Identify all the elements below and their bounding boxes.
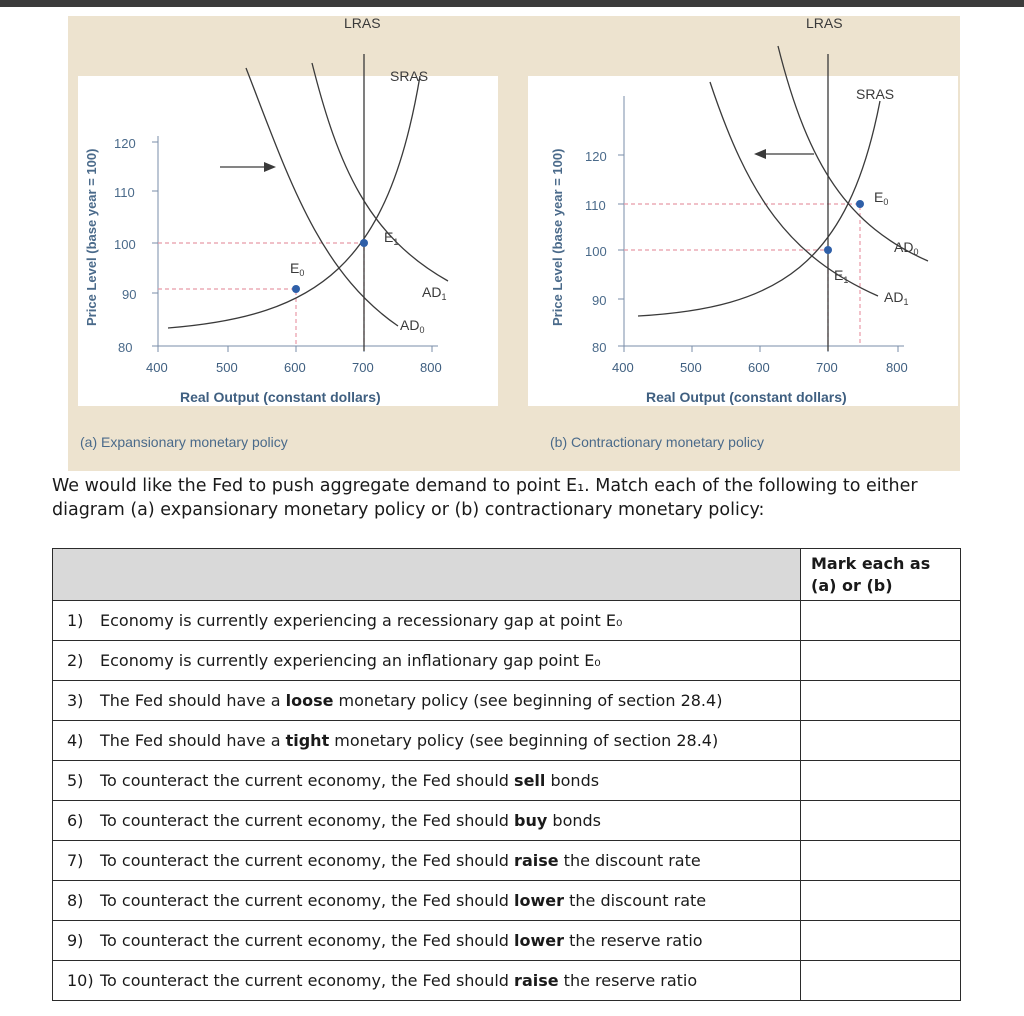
equilibrium-point-e1 <box>360 239 368 247</box>
question-prompt <box>52 474 952 522</box>
x-tick-label: 500 <box>680 360 702 375</box>
row-number: 3) <box>67 691 84 710</box>
point-label-text: E <box>874 189 884 205</box>
question-line-1: We would like the Fed to push aggregate demand to point E₁. Match each of the following to either <box>52 476 918 496</box>
y-tick-label: 90 <box>122 287 137 302</box>
point-label-subscript: 1 <box>843 275 849 285</box>
row-number: 5) <box>67 771 84 790</box>
y-tick-label: 80 <box>118 340 133 355</box>
plot-area <box>78 76 498 406</box>
statement-text: The Fed should have a <box>100 691 286 710</box>
equilibrium-point-e1 <box>824 246 832 254</box>
answer-cell[interactable] <box>801 921 961 961</box>
ad-lower-subscript: 0 <box>419 325 425 335</box>
statement-cell <box>53 681 801 721</box>
row-number: 7) <box>67 851 84 870</box>
x-tick-label: 600 <box>284 360 306 375</box>
answer-cell[interactable] <box>801 961 961 1001</box>
statement-text: To counteract the current economy, the Fed should <box>100 771 515 790</box>
statement-text: To counteract the current economy, the Fed should <box>100 971 515 990</box>
statement-cell <box>53 961 801 1001</box>
lras-label: LRAS <box>344 16 381 31</box>
ad-upper-text: AD <box>894 239 914 255</box>
x-axis-label: Real Output (constant dollars) <box>646 389 847 405</box>
statement-cell <box>53 841 801 881</box>
row-number: 8) <box>67 891 84 910</box>
point-label-subscript: 0 <box>883 197 889 207</box>
statement-cell <box>53 601 801 641</box>
panel-b-contractionary <box>528 16 968 438</box>
table-row <box>53 881 961 921</box>
mark-header-line-2: (a) or (b) <box>811 576 893 595</box>
row-number: 6) <box>67 811 84 830</box>
table-row <box>53 681 961 721</box>
point-label-text: E <box>384 229 394 245</box>
statement-text-end: monetary policy (see beginning of section 28.4) <box>329 731 719 750</box>
panel-a-expansionary <box>68 16 508 438</box>
statement-cell <box>53 761 801 801</box>
x-tick-label: 400 <box>612 360 634 375</box>
y-axis-label: Price Level (base year = 100) <box>84 148 99 326</box>
row-number: 2) <box>67 651 84 670</box>
window-top-bar <box>0 0 1024 7</box>
y-axis-label: Price Level (base year = 100) <box>550 148 565 326</box>
ad-lower-text: AD <box>884 289 904 305</box>
statement-text: Economy is currently experiencing a recessionary gap at point E₀ <box>100 611 623 630</box>
sras-label: SRAS <box>856 86 895 102</box>
mark-header-line-1: Mark each as <box>811 554 931 573</box>
table-row <box>53 601 961 641</box>
statement-keyword: raise <box>514 851 559 870</box>
table-row <box>53 721 961 761</box>
question-line-2: diagram (a) expansionary monetary policy or (b) contractionary monetary policy: <box>52 500 765 520</box>
x-tick-label: 700 <box>352 360 374 375</box>
monetary-policy-figure <box>68 16 960 471</box>
answer-cell[interactable] <box>801 801 961 841</box>
panel-b-chart <box>528 16 968 438</box>
y-tick-label: 110 <box>585 198 606 213</box>
x-tick-label: 800 <box>420 360 442 375</box>
statement-keyword: lower <box>514 891 565 910</box>
caption-panel-a: (a) Expansionary monetary policy <box>80 434 288 450</box>
row-number: 10) <box>67 971 94 990</box>
row-number: 9) <box>67 931 84 950</box>
statement-text: To counteract the current economy, the Fed should <box>100 931 515 950</box>
statement-keyword: buy <box>514 811 548 830</box>
statement-keyword: raise <box>514 971 559 990</box>
equilibrium-point-e0 <box>292 285 300 293</box>
matching-table <box>52 548 961 1001</box>
statement-text-end: the reserve ratio <box>564 931 703 950</box>
table-row <box>53 961 961 1001</box>
ad-lower-text: AD <box>400 317 420 333</box>
table-row <box>53 801 961 841</box>
table-row <box>53 761 961 801</box>
y-tick-label: 110 <box>114 185 135 200</box>
statement-text-end: monetary policy (see beginning of section 28.4) <box>333 691 723 710</box>
y-tick-label: 90 <box>592 293 607 308</box>
caption-panel-b: (b) Contractionary monetary policy <box>550 434 764 450</box>
x-tick-label: 800 <box>886 360 908 375</box>
y-tick-label: 100 <box>585 244 607 259</box>
statement-text-end: bonds <box>545 771 600 790</box>
statement-keyword: lower <box>514 931 565 950</box>
statement-cell <box>53 641 801 681</box>
y-tick-label: 100 <box>114 237 136 252</box>
ad-upper-text: AD <box>422 284 442 300</box>
table-row <box>53 921 961 961</box>
question-column-header <box>53 549 801 601</box>
statement-cell <box>53 801 801 841</box>
row-number: 1) <box>67 611 84 630</box>
statement-text: To counteract the current economy, the Fed should <box>100 851 515 870</box>
statement-text-end: bonds <box>547 811 601 830</box>
statement-cell <box>53 881 801 921</box>
point-label-text: E <box>834 267 844 283</box>
statement-keyword: sell <box>514 771 546 790</box>
y-tick-label: 120 <box>585 149 607 164</box>
ad-upper-subscript: 0 <box>913 247 919 257</box>
x-tick-label: 400 <box>146 360 168 375</box>
y-tick-label: 80 <box>592 340 607 355</box>
statement-keyword: tight <box>285 731 330 750</box>
statement-cell <box>53 721 801 761</box>
x-tick-label: 700 <box>816 360 838 375</box>
ad-lower-subscript: 1 <box>903 297 909 307</box>
statement-text-end: the discount rate <box>558 851 701 870</box>
panel-a-chart <box>68 16 508 438</box>
point-label-text: E <box>290 260 300 276</box>
statement-text: To counteract the current economy, the Fed should <box>100 891 515 910</box>
answer-cell[interactable] <box>801 841 961 881</box>
ad-upper-subscript: 1 <box>441 292 447 302</box>
x-tick-label: 600 <box>748 360 770 375</box>
statement-text: The Fed should have a <box>100 731 286 750</box>
answer-cell[interactable] <box>801 761 961 801</box>
answer-cell[interactable] <box>801 601 961 641</box>
answer-cell[interactable] <box>801 681 961 721</box>
statement-text: Economy is currently experiencing an inflationary gap point E₀ <box>100 651 601 670</box>
table-row <box>53 841 961 881</box>
answer-cell[interactable] <box>801 721 961 761</box>
table-row <box>53 641 961 681</box>
point-label-subscript: 0 <box>299 268 305 278</box>
y-tick-label: 120 <box>114 136 136 151</box>
sras-label: SRAS <box>390 68 429 84</box>
table-header-row <box>53 549 961 601</box>
row-number: 4) <box>67 731 84 750</box>
x-axis-label: Real Output (constant dollars) <box>180 389 381 405</box>
answer-cell[interactable] <box>801 641 961 681</box>
mark-column-header <box>801 549 961 601</box>
x-tick-label: 500 <box>216 360 238 375</box>
lras-label: LRAS <box>806 16 843 31</box>
statement-text-end: the reserve ratio <box>558 971 698 990</box>
equilibrium-point-e0 <box>856 200 864 208</box>
statement-keyword: loose <box>285 691 334 710</box>
statement-text-end: the discount rate <box>564 891 707 910</box>
answer-cell[interactable] <box>801 881 961 921</box>
statement-text: To counteract the current economy, the Fed should <box>100 811 515 830</box>
statement-cell <box>53 921 801 961</box>
point-label-subscript: 1 <box>393 237 399 247</box>
